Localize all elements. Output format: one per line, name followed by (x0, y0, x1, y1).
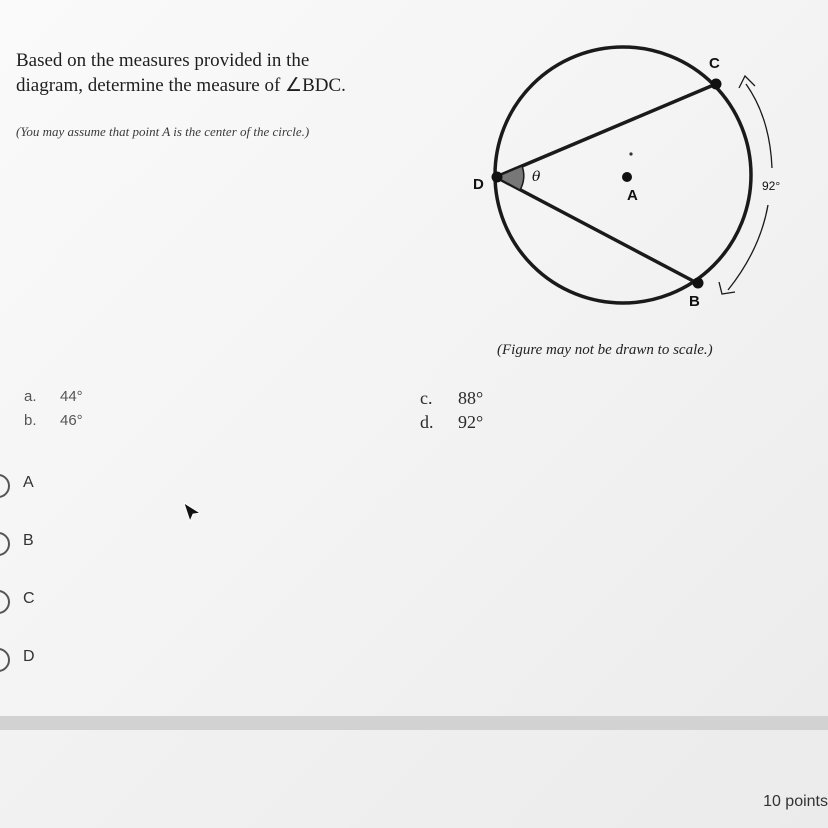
option-c-radio[interactable] (0, 588, 80, 618)
circle-diagram (0, 0, 828, 340)
radio-circle-a[interactable] (0, 474, 10, 498)
label-theta: θ (532, 169, 541, 185)
option-c-label: C (23, 590, 35, 607)
arc-arrow-lower (728, 205, 768, 290)
choice-b-letter: b. (24, 412, 37, 429)
chord-db (496, 177, 697, 283)
choice-b (24, 412, 83, 429)
radio-circle-d[interactable] (0, 648, 10, 672)
choice-a (24, 388, 83, 405)
point-c (711, 79, 722, 90)
label-c: C (709, 55, 720, 72)
question-footer (0, 730, 828, 828)
question-line-2: diagram, determine the measure of ∠BDC. (16, 75, 346, 96)
point-a (622, 172, 632, 182)
points-label: 10 points (763, 793, 828, 810)
choice-c (420, 388, 483, 409)
option-b-label: B (23, 532, 34, 549)
chord-dc (496, 84, 716, 177)
arc-measure-label: 92° (762, 179, 781, 193)
option-a-label: A (23, 474, 34, 491)
label-a: A (627, 187, 638, 204)
choice-d-letter: d. (420, 412, 434, 432)
point-d (492, 172, 503, 183)
choice-c-value: 88° (458, 388, 484, 408)
label-d: D (473, 176, 484, 193)
point-b (693, 278, 704, 289)
option-d-label: D (23, 648, 35, 665)
choice-c-letter: c. (420, 388, 433, 408)
question-line-1: Based on the measures provided in the (16, 50, 310, 71)
assumption-note: (You may assume that point A is the center of the circle.) (16, 124, 310, 139)
label-b: B (689, 293, 700, 310)
choice-a-letter: a. (24, 388, 37, 405)
option-a-radio[interactable] (0, 472, 80, 502)
option-b-radio[interactable] (0, 530, 80, 560)
figure-caption: (Figure may not be drawn to scale.) (497, 342, 713, 358)
mouse-cursor-icon (181, 500, 205, 524)
stray-mark (629, 152, 632, 155)
choice-d (420, 412, 483, 433)
radio-circle-c[interactable] (0, 590, 10, 614)
radio-circle-b[interactable] (0, 532, 10, 556)
option-d-radio[interactable] (0, 646, 80, 676)
choice-a-value: 44° (60, 388, 83, 405)
section-divider (0, 716, 828, 730)
choice-d-value: 92° (458, 412, 484, 432)
choice-b-value: 46° (60, 412, 83, 429)
